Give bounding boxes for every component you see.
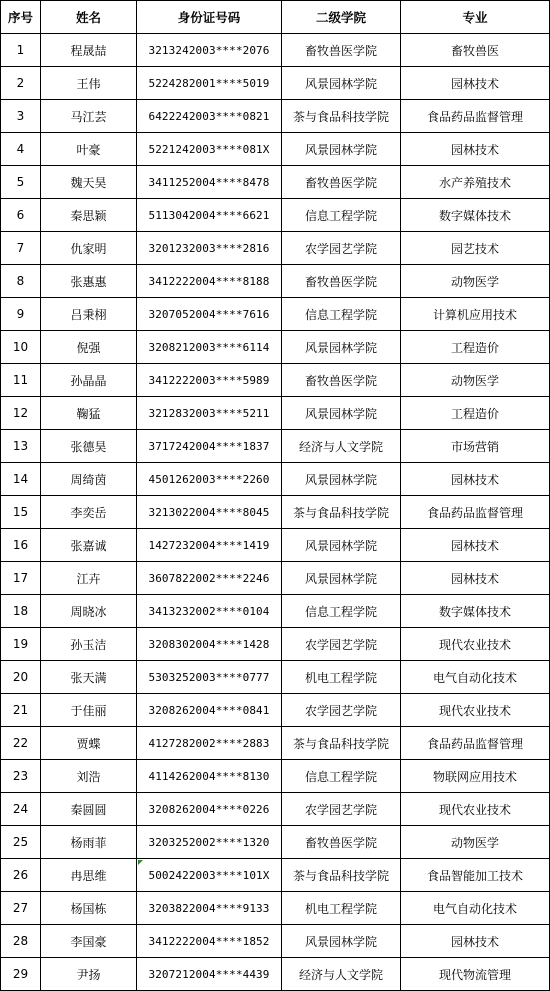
cell-major[interactable]: 动物医学 <box>401 265 550 298</box>
cell-college[interactable]: 农学园艺学院 <box>282 628 401 661</box>
cell-name[interactable]: 周晓冰 <box>41 595 137 628</box>
cell-college[interactable]: 茶与食品科技学院 <box>282 859 401 892</box>
cell-major[interactable]: 现代物流管理 <box>401 958 550 991</box>
cell-name[interactable]: 周绮茵 <box>41 463 137 496</box>
cell-college[interactable]: 信息工程学院 <box>282 199 401 232</box>
cell-id-number[interactable]: 3203252002****1320 <box>137 826 282 859</box>
cell-id-number[interactable]: 3213022004****8045 <box>137 496 282 529</box>
cell-college[interactable]: 风景园林学院 <box>282 562 401 595</box>
cell-name[interactable]: 贾蝶 <box>41 727 137 760</box>
header-major: 专业 <box>401 1 550 34</box>
cell-id-number[interactable]: 3607822002****2246 <box>137 562 282 595</box>
cell-index[interactable]: 25 <box>1 826 41 859</box>
cell-college[interactable]: 畜牧兽医学院 <box>282 166 401 199</box>
cell-id-number[interactable]: 5224282001****5019 <box>137 67 282 100</box>
cell-name[interactable]: 孙玉洁 <box>41 628 137 661</box>
table-row <box>1 298 550 331</box>
header-row <box>1 1 550 34</box>
cell-name[interactable]: 程晟喆 <box>41 34 137 67</box>
cell-id-number[interactable]: 3412222004****8188 <box>137 265 282 298</box>
cell-id-number[interactable]: 5113042004****6621 <box>137 199 282 232</box>
cell-major[interactable]: 食品药品监督管理 <box>401 100 550 133</box>
table-row <box>1 496 550 529</box>
cell-index[interactable]: 24 <box>1 793 41 826</box>
cell-college[interactable]: 风景园林学院 <box>282 133 401 166</box>
table-row <box>1 595 550 628</box>
cell-id-number[interactable]: 3208302004****1428 <box>137 628 282 661</box>
cell-id-number[interactable]: 4114262004****8130 <box>137 760 282 793</box>
cell-college[interactable]: 风景园林学院 <box>282 463 401 496</box>
table-row <box>1 166 550 199</box>
cell-id-number[interactable]: 4501262003****2260 <box>137 463 282 496</box>
cell-id-number[interactable]: 3208262004****0841 <box>137 694 282 727</box>
cell-name[interactable]: 刘浩 <box>41 760 137 793</box>
cell-name[interactable]: 魏天昊 <box>41 166 137 199</box>
header-index: 序号 <box>1 1 41 34</box>
table-row <box>1 265 550 298</box>
cell-name[interactable]: 尹扬 <box>41 958 137 991</box>
table-row <box>1 562 550 595</box>
cell-college[interactable]: 风景园林学院 <box>282 331 401 364</box>
table-row <box>1 661 550 694</box>
cell-college[interactable]: 信息工程学院 <box>282 595 401 628</box>
cell-index[interactable]: 14 <box>1 463 41 496</box>
cell-id-number[interactable]: 3212832003****5211 <box>137 397 282 430</box>
cell-index[interactable]: 22 <box>1 727 41 760</box>
cell-index[interactable]: 11 <box>1 364 41 397</box>
table-row <box>1 760 550 793</box>
cell-major[interactable]: 动物医学 <box>401 826 550 859</box>
table-row <box>1 67 550 100</box>
table-row <box>1 859 550 892</box>
cell-college[interactable]: 风景园林学院 <box>282 925 401 958</box>
cell-name[interactable]: 于佳丽 <box>41 694 137 727</box>
cell-id-number[interactable]: 3411252004****8478 <box>137 166 282 199</box>
cell-index[interactable]: 2 <box>1 67 41 100</box>
cell-major[interactable]: 工程造价 <box>401 397 550 430</box>
table-row <box>1 628 550 661</box>
table-row <box>1 364 550 397</box>
cell-index[interactable]: 15 <box>1 496 41 529</box>
cell-major[interactable]: 园林技术 <box>401 562 550 595</box>
cell-major[interactable]: 园林技术 <box>401 133 550 166</box>
cell-major[interactable]: 工程造价 <box>401 331 550 364</box>
cell-major[interactable]: 计算机应用技术 <box>401 298 550 331</box>
cell-major[interactable]: 园艺技术 <box>401 232 550 265</box>
cell-name[interactable]: 仇家明 <box>41 232 137 265</box>
cell-id-number[interactable]: 3208212003****6114 <box>137 331 282 364</box>
cell-major[interactable]: 现代农业技术 <box>401 793 550 826</box>
cell-id-number[interactable]: 1427232004****1419 <box>137 529 282 562</box>
table-row <box>1 694 550 727</box>
cell-major[interactable]: 食品智能加工技术 <box>401 859 550 892</box>
cell-name[interactable]: 冉思维 <box>41 859 137 892</box>
table-row <box>1 892 550 925</box>
cell-name[interactable]: 杨国栋 <box>41 892 137 925</box>
cell-name[interactable]: 秦思颖 <box>41 199 137 232</box>
table-body <box>1 34 550 991</box>
cell-college[interactable]: 机电工程学院 <box>282 661 401 694</box>
cell-id-number[interactable]: 5002422003****101X <box>137 859 282 892</box>
cell-index[interactable]: 6 <box>1 199 41 232</box>
cell-college[interactable]: 畜牧兽医学院 <box>282 364 401 397</box>
cell-college[interactable]: 农学园艺学院 <box>282 694 401 727</box>
table-row <box>1 100 550 133</box>
cell-id-number[interactable]: 3208262004****0226 <box>137 793 282 826</box>
cell-index[interactable]: 27 <box>1 892 41 925</box>
cell-college[interactable]: 风景园林学院 <box>282 529 401 562</box>
cell-major[interactable]: 现代农业技术 <box>401 694 550 727</box>
table-row <box>1 232 550 265</box>
cell-name[interactable]: 李国豪 <box>41 925 137 958</box>
cell-index[interactable]: 10 <box>1 331 41 364</box>
cell-major[interactable]: 园林技术 <box>401 925 550 958</box>
header-id-number: 身份证号码 <box>137 1 282 34</box>
cell-index[interactable]: 17 <box>1 562 41 595</box>
cell-college[interactable]: 风景园林学院 <box>282 397 401 430</box>
cell-id-number[interactable]: 3207212004****4439 <box>137 958 282 991</box>
cell-major[interactable]: 现代农业技术 <box>401 628 550 661</box>
cell-id-number[interactable]: 4127282002****2883 <box>137 727 282 760</box>
cell-id-number[interactable]: 5303252003****0777 <box>137 661 282 694</box>
cell-college[interactable]: 农学园艺学院 <box>282 232 401 265</box>
cell-name[interactable]: 吕秉栩 <box>41 298 137 331</box>
cell-name[interactable]: 秦圆圆 <box>41 793 137 826</box>
cell-id-number[interactable]: 3412222004****1852 <box>137 925 282 958</box>
cell-major[interactable]: 畜牧兽医 <box>401 34 550 67</box>
cell-index[interactable]: 18 <box>1 595 41 628</box>
table-row <box>1 463 550 496</box>
cell-major[interactable]: 市场营销 <box>401 430 550 463</box>
cell-name[interactable]: 张嘉诚 <box>41 529 137 562</box>
cell-major[interactable]: 物联网应用技术 <box>401 760 550 793</box>
cell-index[interactable]: 16 <box>1 529 41 562</box>
header-college: 二级学院 <box>282 1 401 34</box>
cell-name[interactable]: 张天满 <box>41 661 137 694</box>
cell-college[interactable]: 畜牧兽医学院 <box>282 34 401 67</box>
cell-college[interactable]: 茶与食品科技学院 <box>282 496 401 529</box>
cell-index[interactable]: 3 <box>1 100 41 133</box>
cell-name[interactable]: 李奕岳 <box>41 496 137 529</box>
cell-major[interactable]: 水产养殖技术 <box>401 166 550 199</box>
table-header <box>1 1 550 34</box>
cell-index[interactable]: 23 <box>1 760 41 793</box>
table-row <box>1 925 550 958</box>
cell-id-number[interactable]: 3207052004****7616 <box>137 298 282 331</box>
cell-major[interactable]: 动物医学 <box>401 364 550 397</box>
table-row <box>1 727 550 760</box>
cell-college[interactable]: 畜牧兽医学院 <box>282 826 401 859</box>
cell-major[interactable]: 数字媒体技术 <box>401 595 550 628</box>
cell-id-number[interactable]: 5221242003****081X <box>137 133 282 166</box>
cell-name[interactable]: 王伟 <box>41 67 137 100</box>
table-row <box>1 793 550 826</box>
table-row <box>1 397 550 430</box>
cell-major[interactable]: 数字媒体技术 <box>401 199 550 232</box>
cell-college[interactable]: 机电工程学院 <box>282 892 401 925</box>
cell-major[interactable]: 园林技术 <box>401 463 550 496</box>
table-row <box>1 133 550 166</box>
cell-college[interactable]: 经济与人文学院 <box>282 958 401 991</box>
cell-index[interactable]: 1 <box>1 34 41 67</box>
cell-name[interactable]: 张惠惠 <box>41 265 137 298</box>
cell-college[interactable]: 农学园艺学院 <box>282 793 401 826</box>
cell-major[interactable]: 园林技术 <box>401 67 550 100</box>
cell-name[interactable]: 倪强 <box>41 331 137 364</box>
cell-name[interactable]: 孙晶晶 <box>41 364 137 397</box>
cell-name[interactable]: 江卉 <box>41 562 137 595</box>
table-row <box>1 529 550 562</box>
cell-id-number[interactable]: 3412222003****5989 <box>137 364 282 397</box>
table-row <box>1 331 550 364</box>
table-row <box>1 34 550 67</box>
cell-index[interactable]: 5 <box>1 166 41 199</box>
cell-major[interactable]: 电气自动化技术 <box>401 892 550 925</box>
cell-index[interactable]: 7 <box>1 232 41 265</box>
cell-name[interactable]: 叶豪 <box>41 133 137 166</box>
cell-id-number[interactable]: 3413232002****0104 <box>137 595 282 628</box>
cell-id-number[interactable]: 6422242003****0821 <box>137 100 282 133</box>
cell-index[interactable]: 28 <box>1 925 41 958</box>
cell-name[interactable]: 张德昊 <box>41 430 137 463</box>
cell-index[interactable]: 13 <box>1 430 41 463</box>
cell-major[interactable]: 电气自动化技术 <box>401 661 550 694</box>
cell-index[interactable]: 8 <box>1 265 41 298</box>
cell-id-number[interactable]: 3717242004****1837 <box>137 430 282 463</box>
table-row <box>1 430 550 463</box>
cell-major[interactable]: 园林技术 <box>401 529 550 562</box>
cell-college[interactable]: 畜牧兽医学院 <box>282 265 401 298</box>
cell-college[interactable]: 茶与食品科技学院 <box>282 100 401 133</box>
cell-college[interactable]: 风景园林学院 <box>282 67 401 100</box>
cell-college[interactable]: 经济与人文学院 <box>282 430 401 463</box>
table-row <box>1 958 550 991</box>
cell-major[interactable]: 食品药品监督管理 <box>401 727 550 760</box>
cell-name[interactable]: 杨雨菲 <box>41 826 137 859</box>
cell-index[interactable]: 21 <box>1 694 41 727</box>
cell-college[interactable]: 信息工程学院 <box>282 298 401 331</box>
cell-index[interactable]: 9 <box>1 298 41 331</box>
cell-name[interactable]: 鞠猛 <box>41 397 137 430</box>
cell-name[interactable]: 马江芸 <box>41 100 137 133</box>
cell-id-number[interactable]: 3203822004****9133 <box>137 892 282 925</box>
cell-index[interactable]: 20 <box>1 661 41 694</box>
cell-index[interactable]: 12 <box>1 397 41 430</box>
header-name: 姓名 <box>41 1 137 34</box>
table-row <box>1 826 550 859</box>
cell-index[interactable]: 4 <box>1 133 41 166</box>
table-row <box>1 199 550 232</box>
cell-index[interactable]: 26 <box>1 859 41 892</box>
cell-college[interactable]: 茶与食品科技学院 <box>282 727 401 760</box>
cell-index[interactable]: 29 <box>1 958 41 991</box>
cell-id-number[interactable]: 3213242003****2076 <box>137 34 282 67</box>
cell-college[interactable]: 信息工程学院 <box>282 760 401 793</box>
cell-id-number[interactable]: 3201232003****2816 <box>137 232 282 265</box>
cell-major[interactable]: 食品药品监督管理 <box>401 496 550 529</box>
cell-index[interactable]: 19 <box>1 628 41 661</box>
